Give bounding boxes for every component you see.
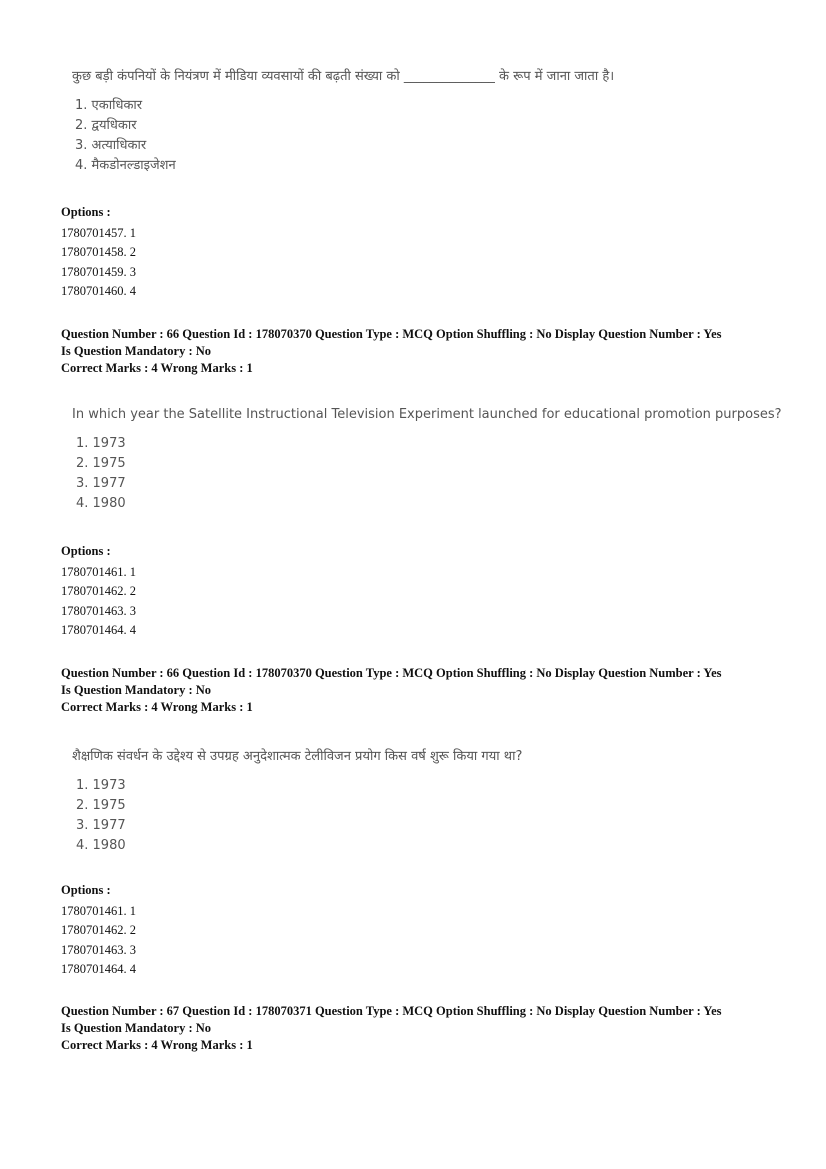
- options-block-3: [61, 881, 136, 980]
- option-id-row: 1780701461. 1: [61, 903, 136, 918]
- option-id-row: 1780701462. 2: [61, 923, 136, 937]
- answer-choice: 1. 1973: [76, 436, 126, 451]
- question-meta-2: [61, 326, 722, 377]
- option-id-row: 1780701459. 3: [61, 264, 136, 279]
- answer-choice: 2. द्वयधिकार: [75, 118, 137, 133]
- option-id-row: 1780701464. 4: [61, 962, 136, 976]
- option-id-row: 1780701460. 4: [61, 284, 136, 298]
- answer-choice-list: [75, 96, 614, 176]
- question-meta-line: Question Number : 66 Question Id : 178070370 Question Type : MCQ Option Shuffling : No Display Question Number : Yes: [61, 327, 722, 341]
- options-heading: Options :: [61, 544, 111, 558]
- answer-choice: 3. 1977: [76, 818, 126, 833]
- question-meta-line: Question Number : 66 Question Id : 178070370 Question Type : MCQ Option Shuffling : No Display Question Number : Yes: [61, 666, 722, 680]
- answer-choice: 4. 1980: [76, 838, 126, 853]
- answer-choice: 4. मैकडोनल्डाइजेशन: [75, 158, 176, 173]
- question-mandatory-line: Is Question Mandatory : No: [61, 344, 212, 358]
- option-id-row: 1780701463. 3: [61, 603, 136, 618]
- option-id-row: 1780701464. 4: [61, 623, 136, 637]
- option-id-row: 1780701457. 1: [61, 225, 136, 240]
- options-heading: Options :: [61, 883, 111, 897]
- question-text: In which year the Satellite Instructional Television Experiment launched for educational promotion purposes?: [72, 407, 782, 422]
- answer-choice: 3. अत्याधिकार: [75, 138, 147, 153]
- question-image-1: [72, 66, 614, 176]
- question-marks-line: Correct Marks : 4 Wrong Marks : 1: [61, 1038, 253, 1052]
- question-image-2: [72, 407, 782, 514]
- question-marks-line: Correct Marks : 4 Wrong Marks : 1: [61, 361, 253, 375]
- question-text: कुछ बड़ी कंपनियों के नियंत्रण में मीडिया व्यवसायों की बढ़ती संख्या को ______________ के रूप में जाना जाता है।: [72, 69, 615, 84]
- question-meta-4: [61, 1003, 722, 1054]
- question-image-3: [72, 746, 522, 856]
- answer-choice: 2. 1975: [76, 798, 126, 813]
- answer-choice: 1. एकाधिकार: [75, 98, 143, 113]
- options-block-1: [61, 203, 136, 302]
- question-mandatory-line: Is Question Mandatory : No: [61, 683, 212, 697]
- answer-choice: 1. 1973: [76, 778, 126, 793]
- answer-choice: 2. 1975: [76, 456, 126, 471]
- question-marks-line: Correct Marks : 4 Wrong Marks : 1: [61, 700, 253, 714]
- option-id-row: 1780701461. 1: [61, 564, 136, 579]
- option-id-row: 1780701458. 2: [61, 245, 136, 259]
- question-meta-3: [61, 665, 722, 716]
- question-mandatory-line: Is Question Mandatory : No: [61, 1021, 212, 1035]
- question-text: शैक्षणिक संवर्धन के उद्देश्य से उपग्रह अनुदेशात्मक टेलीविजन प्रयोग किस वर्ष शुरू किया गया था?: [72, 749, 523, 764]
- answer-choice-list: [76, 776, 522, 856]
- options-heading: Options :: [61, 205, 111, 219]
- question-meta-line: Question Number : 67 Question Id : 178070371 Question Type : MCQ Option Shuffling : No Display Question Number : Yes: [61, 1004, 722, 1018]
- options-block-2: [61, 542, 136, 641]
- answer-choice: 3. 1977: [76, 476, 126, 491]
- option-id-row: 1780701463. 3: [61, 942, 136, 957]
- answer-choice-list: [76, 434, 782, 514]
- answer-choice: 4. 1980: [76, 496, 126, 511]
- option-id-row: 1780701462. 2: [61, 584, 136, 598]
